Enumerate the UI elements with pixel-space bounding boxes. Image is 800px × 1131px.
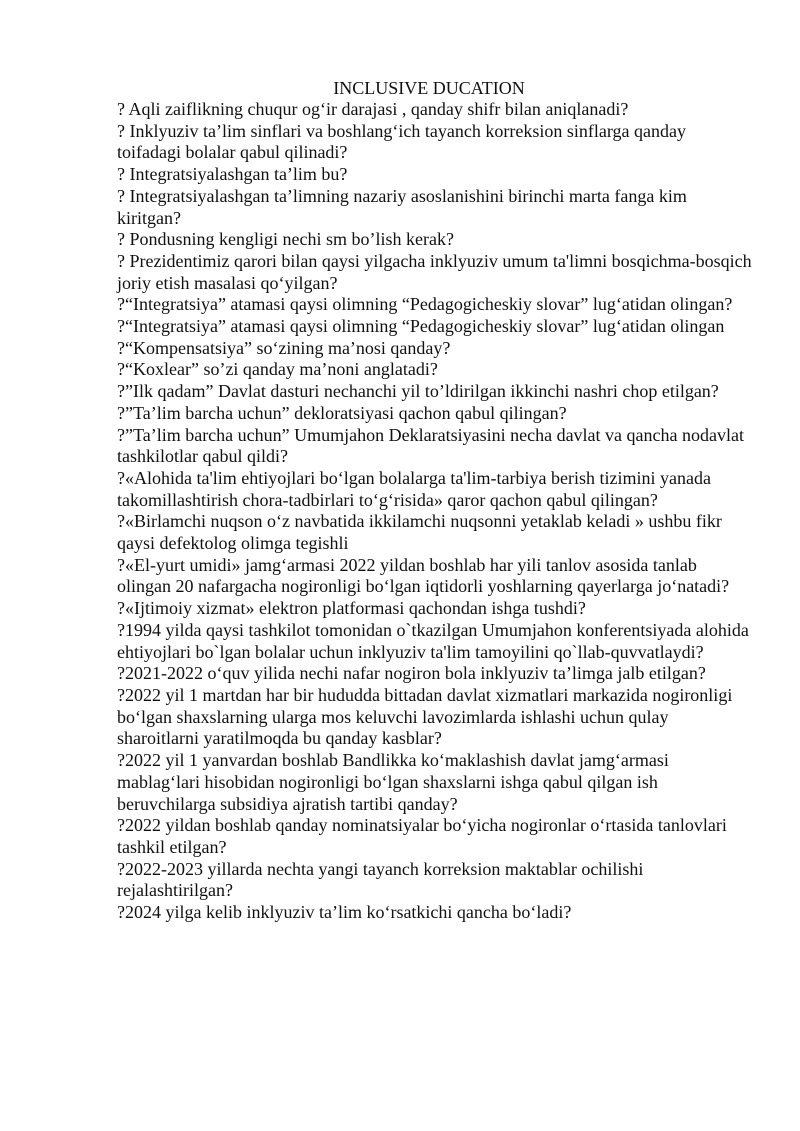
question-item: ?2022 yil 1 yanvardan boshlab Bandlikka ko‘maklashish davlat jamg‘armasi mablag‘lari hisobidan nogironligi bo‘lgan shaxslarni ishga qabul qilgan ish beruvchilarga subsidiya ajratish tartibi qanday? xyxy=(117,750,669,814)
question-item: ?2021-2022 o‘quv yilida nechi nafar nogiron bola inklyuziv ta’limga jalb etilgan? xyxy=(117,663,706,684)
question-item: ?«Ijtimoiy xizmat» elektron platformasi qachondan ishga tushdi? xyxy=(117,598,586,619)
question-item: ? Inklyuziv ta’lim sinflari va boshlang‘ich tayanch korreksion sinflarga qanday toifadagi bolalar qabul qilinadi? xyxy=(117,120,686,163)
question-item: ?“Integratsiya” atamasi qaysi olimning “Pedagogicheskiy slovar” lug‘atidan olingan xyxy=(117,316,725,337)
question-item: ?”Ta’lim barcha uchun” Umumjahon Deklaratsiyasini necha davlat va qancha nodavlat tashkilotlar qabul qildi? xyxy=(117,424,744,467)
question-item: ?2024 yilga kelib inklyuziv ta’lim ko‘rsatkichi qancha bo‘ladi? xyxy=(117,902,572,923)
question-item: ? Integratsiyalashgan ta’lim bu? xyxy=(117,164,348,185)
question-item: ?«El-yurt umidi» jamg‘armasi 2022 yildan boshlab har yili tanlov asosida tanlab olingan 20 nafargacha nogironligi bo‘lgan iqtidorli yoshlarning qayerlarga jo‘natadi? xyxy=(117,554,730,597)
question-item: ?2022 yildan boshlab qanday nominatsiyalar bo‘yicha nogironlar o‘rtasida tanlovlari tashkil etilgan? xyxy=(117,815,727,857)
question-item: ?”Ilk qadam” Davlat dasturi nechanchi yil to’ldirilgan ikkinchi nashri chop etilgan? xyxy=(117,381,719,402)
question-item: ?«Alohida ta'lim ehtiyojlari bo‘lgan bolalarga ta'lim-tarbiya berish tizimini yanada takomillashtirish chora-tadbirlari to‘g‘risida» qaror qachon qabul qilingan? xyxy=(117,467,711,510)
question-item: ?“Kompensatsiya” so‘zining ma’nosi qanday? xyxy=(117,337,451,358)
question-item: ?2022 yil 1 martdan har bir hududda bittadan davlat xizmatlari markazida nogironligi bo‘lgan shaxslarning ularga mos keluvchi lavozimlarda ishlashi uchun qulay sharoitlarni yaratilmoqda bu qanday kasblar? xyxy=(117,684,733,749)
question-item: ? Pondusning kengligi nechi sm bo’lish kerak? xyxy=(117,229,454,250)
question-list xyxy=(117,99,752,924)
question-item: ?“Integratsiya” atamasi qaysi olimning “Pedagogicheskiy slovar” lug‘atidan olingan? xyxy=(117,294,733,315)
question-item: ? Integratsiyalashgan ta’limning nazariy asoslanishini birinchi marta fanga kim kiritgan? xyxy=(117,185,687,228)
question-item: ?”Ta’lim barcha uchun” dekloratsiyasi qachon qabul qilingan? xyxy=(117,402,567,423)
question-item: ? Prezidentimiz qarori bilan qaysi yilgacha inklyuziv umum ta'limni bosqichma-bosqich joriy etish masalasi qo‘yilgan? xyxy=(117,250,752,293)
question-item: ?2022-2023 yillarda nechta yangi tayanch korreksion maktablar ochilishi rejalashtirilgan? xyxy=(117,858,644,901)
question-item: ? Aqli zaiflikning chuqur og‘ir darajasi , qanday shifr bilan aniqlanadi? xyxy=(117,99,629,119)
question-item: ?“Koxlear” so’zi qanday ma’noni anglatadi? xyxy=(117,359,438,380)
question-item: ?«Birlamchi nuqson o‘z navbatida ikkilamchi nuqsonni yetaklab keladi » ushbu fikr qaysi defektolog olimga tegishli xyxy=(117,511,722,554)
document-title: INCLUSIVE DUCATION xyxy=(333,78,525,98)
question-item: ?1994 yilda qaysi tashkilot tomonidan o`tkazilgan Umumjahon konferentsiyada alohida ehtiyojlari bo`lgan bolalar uchun inklyuziv ta'lim tamoyilini qo`llab-quvvatlaydi? xyxy=(117,619,749,662)
